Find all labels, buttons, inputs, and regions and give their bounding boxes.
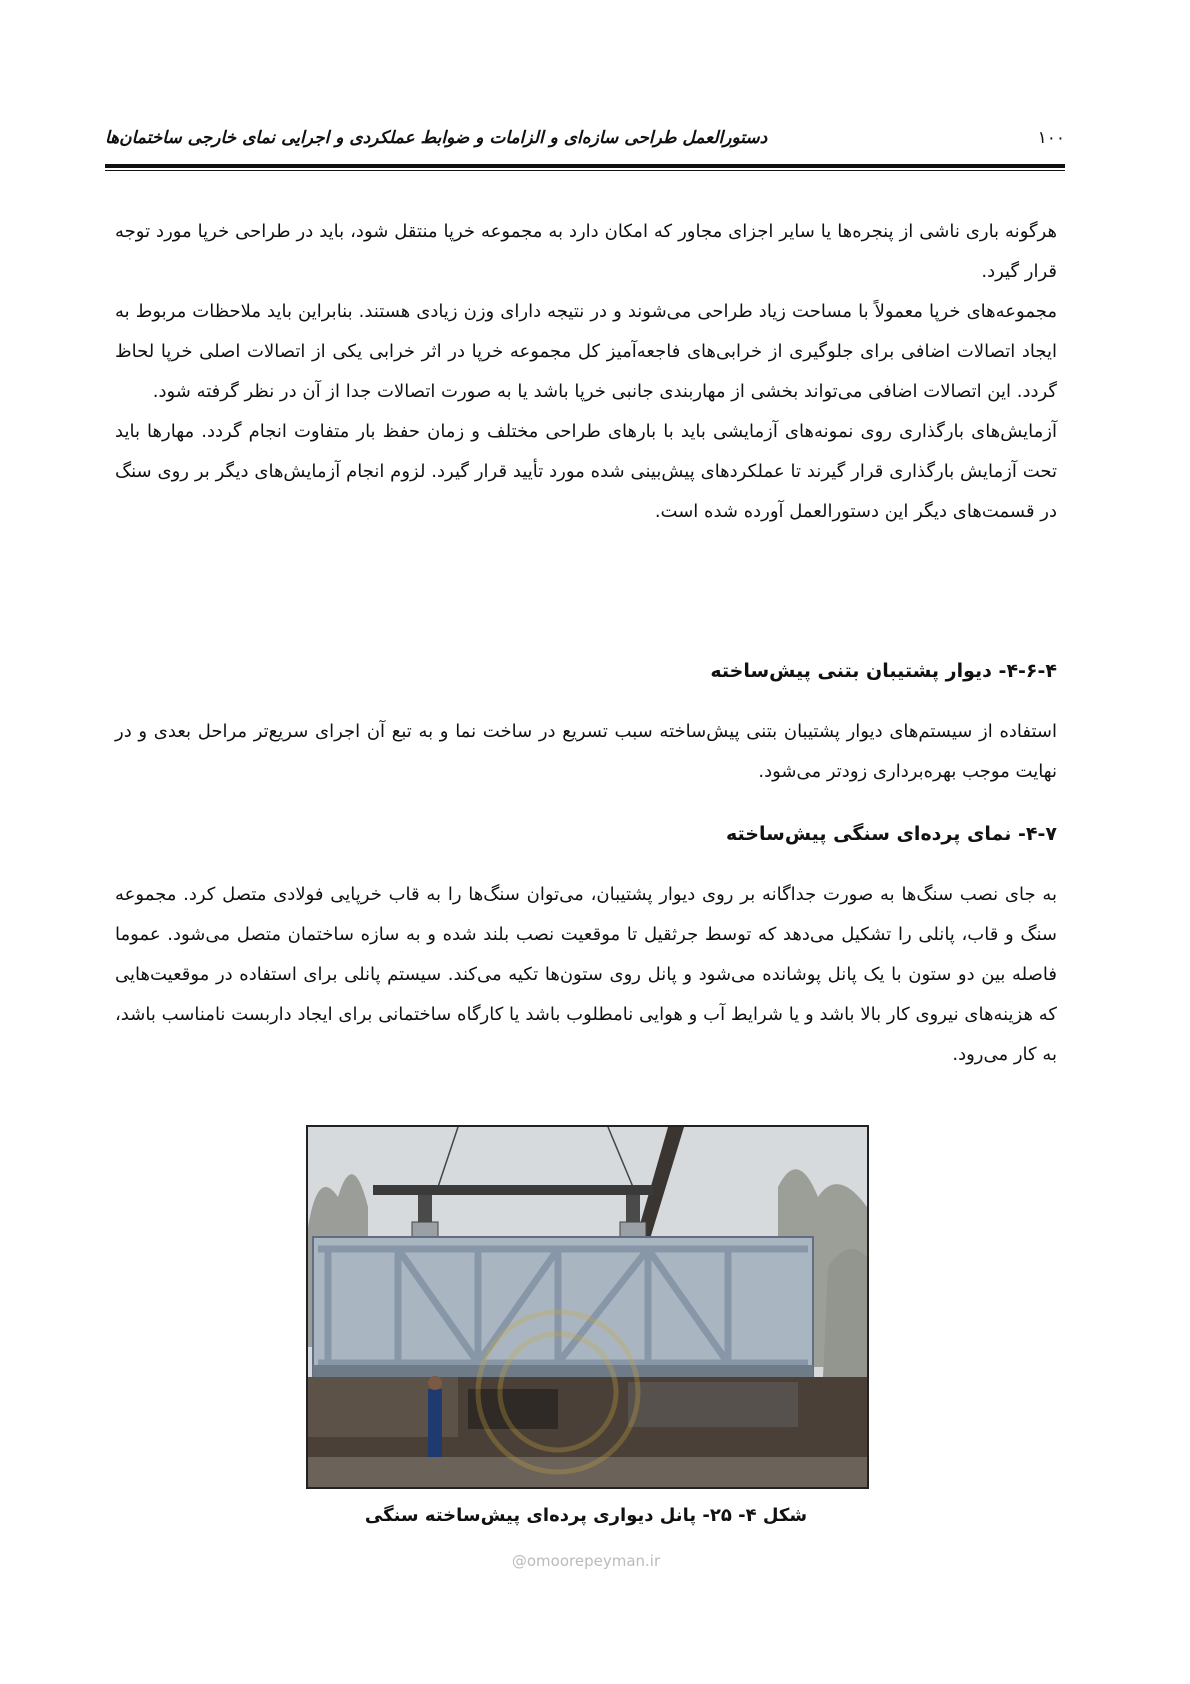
body-block-1 bbox=[115, 212, 1057, 532]
stone-panel-photo-illustration bbox=[308, 1127, 867, 1487]
body-block-3 bbox=[115, 875, 1057, 1075]
running-title: دستورالعمل طراحی سازه‌ای و الزامات و ضوابط عملکردی و اجرایی نمای خارجی ساختمان‌ها bbox=[105, 128, 768, 148]
page-header bbox=[105, 128, 1065, 154]
paragraph-2: مجموعه‌های خرپا معمولاً با مساحت زیاد طراحی می‌شوند و در نتیجه دارای وزن زیادی هستند. بنابراین باید ملاحظات مربوط به ایجاد اتصالات اضافی برای جلوگیری از خرابی‌های فاجعه‌آمیز کل مجموعه خرپا در اثر خرابی یکی از اتصالات اصلی خرپا لحاظ گردد. این اتصالات اضافی می‌تواند بخشی از مهاربندی جانبی خرپا باشد یا به صورت اتصالات جدا از آن در نظر گرفته شود. bbox=[115, 301, 1057, 402]
figure-photo bbox=[306, 1125, 869, 1489]
header-rule-thin bbox=[105, 170, 1065, 171]
paragraph-1: هرگونه باری ناشی از پنجره‌ها یا سایر اجزای مجاور که امکان دارد به مجموعه خرپا منتقل شود، باید در طراحی خرپا مورد توجه قرار گیرد. bbox=[115, 221, 1057, 282]
body-block-2 bbox=[115, 712, 1057, 792]
section-heading-4-7: ۴-۷- نمای پرده‌ای سنگی پیش‌ساخته bbox=[726, 823, 1057, 845]
section-heading-4-6-4: ۴-۶-۴- دیوار پشتیبان بتنی پیش‌ساخته bbox=[710, 660, 1057, 682]
header-rule-thick bbox=[105, 164, 1065, 168]
paragraph-5: به جای نصب سنگ‌ها به صورت جداگانه بر روی دیوار پشتیبان، می‌توان سنگ‌ها را به قاب خرپایی فولادی متصل کرد. مجموعه سنگ و قاب، پانلی را تشکیل می‌دهد که توسط جرثقیل تا موقعیت نصب بلند شده و به سازه ساختمان متصل می‌شود. عموما فاصله بین دو ستون با یک پانل پوشانده می‌شود و پانل روی ستون‌ها تکیه می‌کند. سیستم پانلی برای استفاده در موقعیت‌هایی که هزینه‌های نیروی کار بالا باشد و یا شرایط آب و هوایی نامطلوب باشد یا کارگاه ساختمانی برای ایجاد داربست نامناسب باشد، به کار می‌رود. bbox=[115, 884, 1057, 1065]
worker bbox=[428, 1389, 442, 1459]
paragraph-4: استفاده از سیستم‌های دیوار پشتیبان بتنی پیش‌ساخته سبب تسریع در ساخت نما و به تبع آن اجرای سریع‌تر مراحل بعدی و در نهایت موجب بهره‌برداری زودتر می‌شود. bbox=[115, 721, 1057, 782]
site-watermark: @omoorepeyman.ir bbox=[511, 1552, 661, 1570]
figure-caption: شکل ۴- ۲۵- پانل دیواری پرده‌ای پیش‌ساخته سنگی bbox=[364, 1505, 808, 1526]
spreader-beam bbox=[373, 1185, 653, 1195]
page-number: ۱۰۰ bbox=[1037, 128, 1065, 148]
paragraph-3: آزمایش‌های بارگذاری روی نمونه‌های آزمایشی باید با بارهای طراحی مختلف و زمان حفظ بار متفاوت انجام گردد. مهارها باید تحت آزمایش بارگذاری قرار گیرند تا عملکردهای پیش‌بینی شده مورد تأیید قرار گیرد. لزوم انجام آزمایش‌های دیگر بر روی سنگ در قسمت‌های دیگر این دستورالعمل آورده شده است. bbox=[115, 421, 1057, 522]
